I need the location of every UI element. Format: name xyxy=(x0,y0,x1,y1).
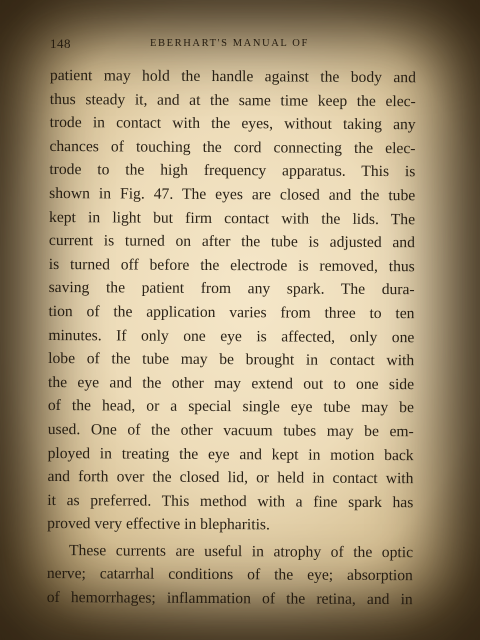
text-line: These currents are useful in atrophy of the optic xyxy=(68,542,414,562)
text-line: shown in Fig. 47. The eyes are closed and the tube xyxy=(49,184,416,205)
text-line: used. One of the other vacuum tubes may be em- xyxy=(47,420,414,441)
text-line: the eye and the other may extend out to one side xyxy=(48,373,415,393)
text-line: tion of the application varies from three to ten xyxy=(48,302,415,323)
text-line: chances of touching the cord connecting the elec- xyxy=(49,137,416,158)
text-line: saving the patient from any spark. The dura- xyxy=(48,279,415,299)
text-line: nerve; catarrhal conditions of the eye; absorption xyxy=(46,565,413,585)
paragraph-1 xyxy=(47,64,416,538)
text-line: is turned off before the electrode is removed, thus xyxy=(48,255,415,275)
text-line: of hemorrhages; inflammation of the retina, and in xyxy=(46,589,413,609)
text-line: lobe of the tube may be brought in contact with xyxy=(48,350,415,370)
running-head: EBERHART'S MANUAL OF xyxy=(150,38,309,49)
body-text xyxy=(47,64,416,612)
page-number: 148 xyxy=(50,36,71,51)
text-line: minutes. If only one eye is affected, only one xyxy=(48,326,415,346)
page-header xyxy=(50,36,422,56)
text-line: trode in contact with the eyes, without taking any xyxy=(49,114,416,134)
text-line: it as preferred. This method with a fine spark has xyxy=(47,491,414,511)
text-line: patient may hold the handle against the body and xyxy=(49,66,416,87)
text-line: and forth over the closed lid, or held in contact with xyxy=(47,468,414,488)
text-line: thus steady it, and at the same time keep the elec- xyxy=(49,90,416,110)
text-line: trode to the high frequency apparatus. This is xyxy=(49,161,416,181)
text-line: of the head, or a special single eye tube may be xyxy=(47,397,414,417)
text-line: kept in light but firm contact with the lids. The xyxy=(49,208,416,228)
text-line: ployed in treating the eye and kept in motion back xyxy=(47,444,414,464)
paragraph-2 xyxy=(47,539,413,612)
text-line: current is turned on after the tube is adjusted and xyxy=(48,232,415,252)
text-line: proved very effective in blepharitis. xyxy=(47,515,270,534)
